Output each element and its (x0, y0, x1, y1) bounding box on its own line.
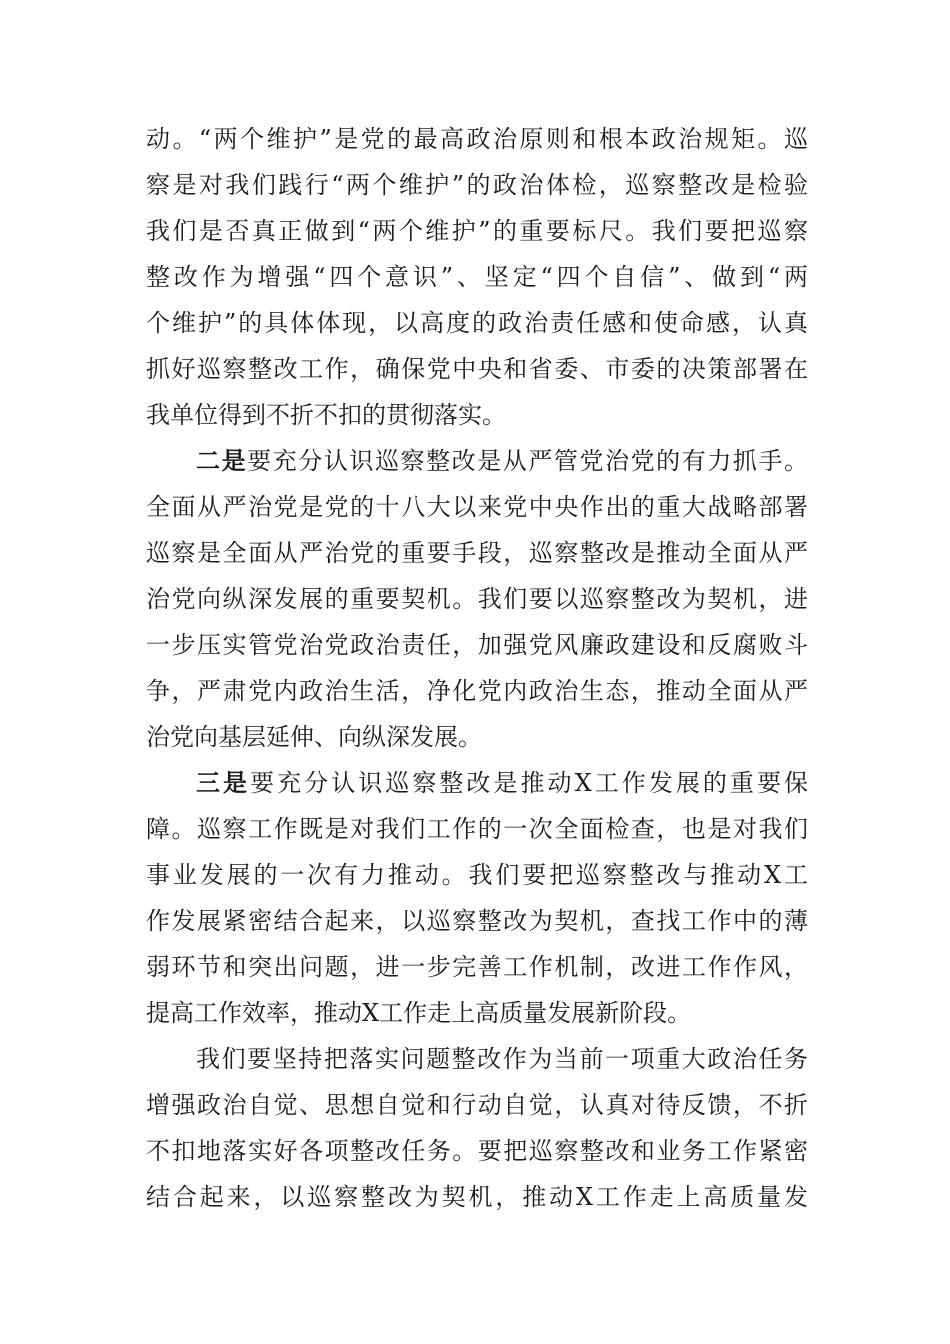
text-line: 我单位得到不折不扣的贯彻落实。 (146, 401, 506, 429)
text-line: 巡察是全面从严治党的重要手段，巡察整改是推动全面从严 (146, 539, 808, 567)
paragraph (146, 1036, 808, 1220)
text-line: 治党向基层延伸、向纵深发展。 (146, 723, 482, 751)
text-line: 提高工作效率，推动X工作走上高质量发展新阶段。 (146, 999, 692, 1027)
text-line: 我们是否真正做到“两个维护”的重要标尺。我们要把巡察 (146, 217, 808, 245)
text-line: 察是对我们践行“两个维护”的政治体检，巡察整改是检验 (146, 171, 808, 199)
text-line: 争，严肃党内政治生活，净化党内政治生态，推动全面从严 (146, 677, 808, 705)
text-line: 个维护”的具体体现，以高度的政治责任感和使命感，认真 (146, 309, 808, 337)
text-line: 事业发展的一次有力推动。我们要把巡察整改与推动X工 (146, 861, 808, 889)
text-line: 作发展紧密结合起来，以巡察整改为契机，查找工作中的薄 (146, 907, 808, 935)
text-line (146, 438, 808, 484)
paragraph-lead: 二是 (196, 446, 248, 475)
text-line: 结合起来，以巡察整改为契机，推动X工作走上高质量发 (146, 1183, 808, 1211)
text-line: 动。“两个维护”是党的最高政治原则和根本政治规矩。巡 (146, 125, 808, 153)
paragraph (146, 116, 808, 438)
text-line: 整改作为增强“四个意识”、坚定“四个自信”、做到“两 (146, 263, 808, 291)
text-line: 障。巡察工作既是对我们工作的一次全面检查，也是对我们 (146, 815, 808, 843)
text-line: 一步压实管党治党政治责任，加强党风廉政建设和反腐败斗 (146, 631, 808, 659)
paragraph-lead: 三是 (196, 768, 251, 797)
paragraph (146, 438, 808, 760)
text-line: 抓好巡察整改工作，确保党中央和省委、市委的决策部署在 (146, 355, 808, 383)
text-run: 要充分认识巡察整改是推动X工作发展的重要保 (250, 769, 809, 797)
document-body (146, 116, 808, 1220)
text-line (146, 760, 808, 806)
text-line: 弱环节和突出问题，进一步完善工作机制，改进工作作风， (146, 953, 808, 981)
text-line: 我们要坚持把落实问题整改作为当前一项重大政治任务 (196, 1045, 808, 1073)
text-line: 治党向纵深发展的重要契机。我们要以巡察整改为契机，进 (146, 585, 808, 613)
text-line: 增强政治自觉、思想自觉和行动自觉，认真对待反馈，不折 (146, 1091, 808, 1119)
paragraph (146, 760, 808, 1036)
text-line: 不扣地落实好各项整改任务。要把巡察整改和业务工作紧密 (146, 1137, 808, 1165)
text-run: 要充分认识巡察整改是从严管党治党的有力抓手。 (247, 447, 809, 475)
text-line: 全面从严治党是党的十八大以来党中央作出的重大战略部署 (146, 493, 808, 521)
